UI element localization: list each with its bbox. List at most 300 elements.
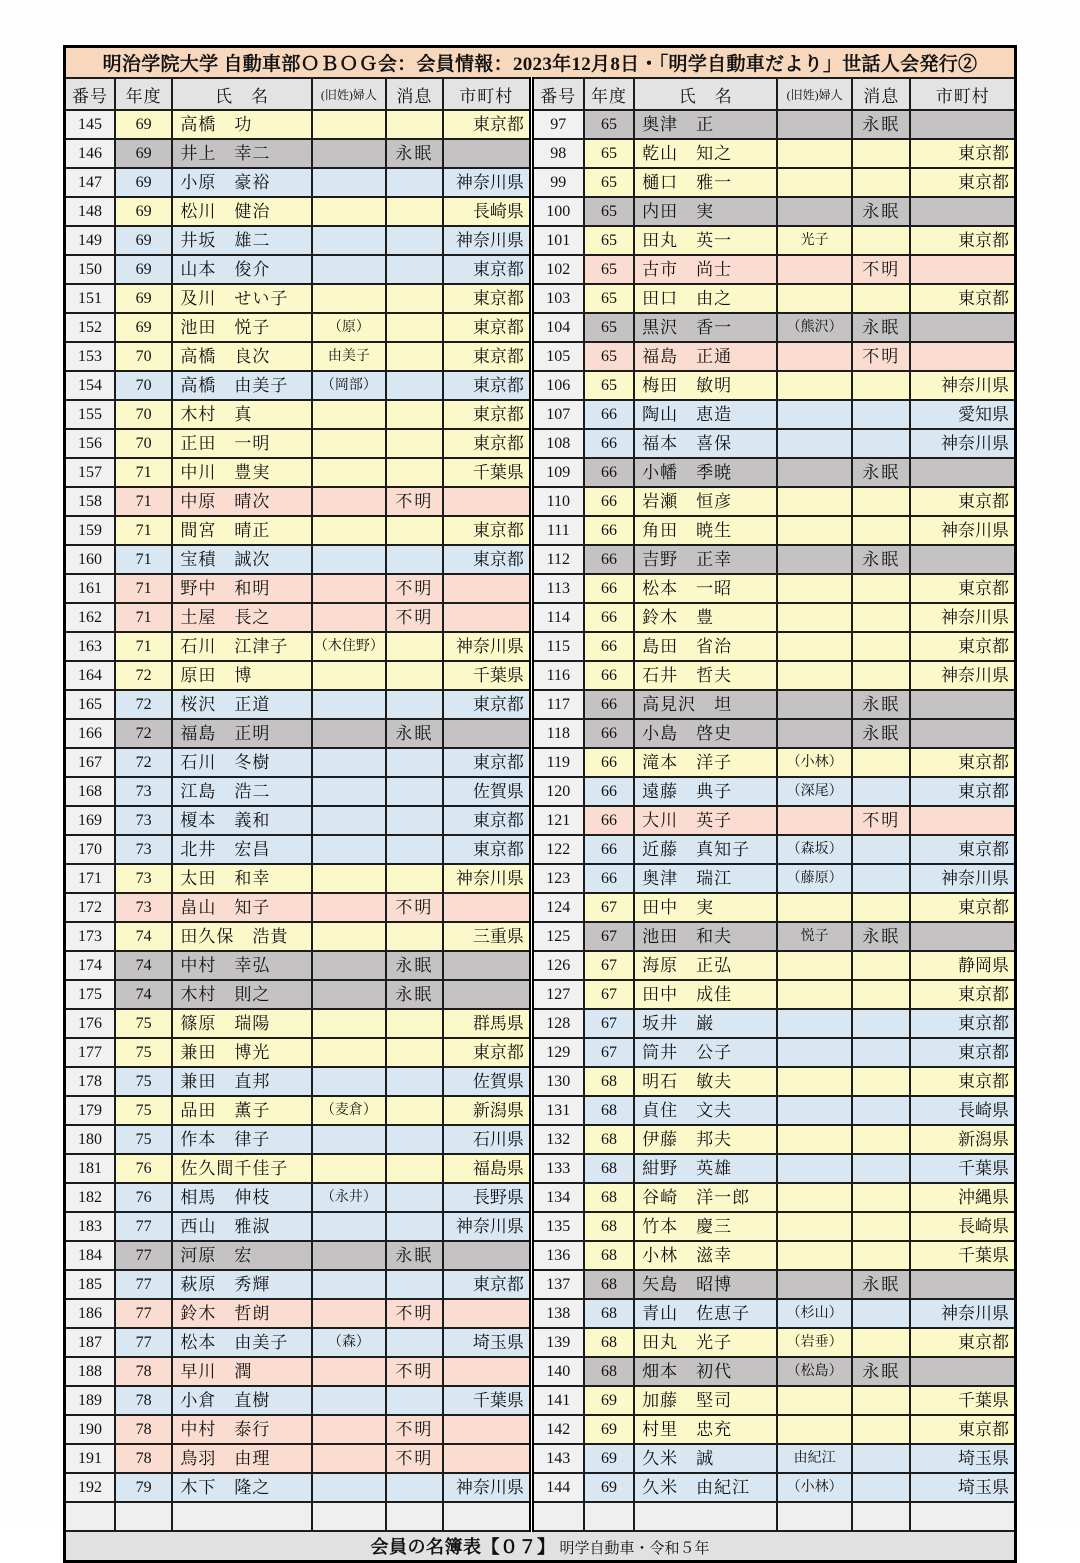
member-name-cell: 福島 正明 [172,719,311,748]
member-city-cell: 東京都 [443,835,532,864]
member-city-cell: 愛知県 [910,400,1015,429]
member-name-cell: 松本 由美子 [172,1328,311,1357]
member-no-cell: 131 [531,1096,583,1125]
member-status-cell: 不明 [386,1415,442,1444]
member-city-cell: 神奈川県 [910,661,1015,690]
member-city-cell: 東京都 [910,487,1015,516]
member-maiden-cell [312,487,387,516]
member-no-cell: 132 [531,1125,583,1154]
member-maiden-cell [312,951,387,980]
member-maiden-cell [312,458,387,487]
member-no-cell: 101 [531,226,583,255]
member-status-cell [852,371,910,400]
member-no-cell: 118 [531,719,583,748]
member-no-cell: 117 [531,690,583,719]
member-name-cell: 鈴木 豊 [634,603,777,632]
member-status-cell [852,893,910,922]
member-maiden-cell [777,603,852,632]
member-year-cell: 73 [115,835,172,864]
member-year-cell: 65 [584,110,634,139]
member-year-cell: 71 [115,458,172,487]
member-city-cell: 東京都 [443,110,532,139]
member-city-cell [443,487,532,516]
member-maiden-cell [777,516,852,545]
member-maiden-cell [777,400,852,429]
member-maiden-cell [312,1444,387,1473]
member-no-cell: 150 [65,255,115,284]
member-no-cell: 143 [531,1444,583,1473]
member-city-cell: 東京都 [443,748,532,777]
member-year-cell: 75 [115,1038,172,1067]
member-maiden-cell: （麦倉） [312,1096,387,1125]
member-maiden-cell [777,980,852,1009]
member-name-cell: 竹本 慶三 [634,1212,777,1241]
member-name-cell: 井坂 雄二 [172,226,311,255]
member-name-cell: 陶山 恵造 [634,400,777,429]
member-year-cell: 77 [115,1212,172,1241]
member-year-cell: 67 [584,1009,634,1038]
member-name-cell: 木村 真 [172,400,311,429]
member-year-cell: 69 [115,226,172,255]
member-maiden-cell [312,1038,387,1067]
column-header-maiden-left: (旧姓)婦人 [312,78,387,110]
member-maiden-cell [777,1212,852,1241]
member-maiden-cell [312,110,387,139]
member-name-cell: 高橋 功 [172,110,311,139]
member-city-cell [443,1357,532,1386]
member-status-cell [386,284,442,313]
member-city-cell: 東京都 [910,893,1015,922]
member-maiden-cell [312,1154,387,1183]
member-year-cell: 76 [115,1183,172,1212]
member-row [65,1125,1016,1154]
member-name-cell: 遠藤 典子 [634,777,777,806]
member-city-cell: 佐賀県 [443,1067,532,1096]
member-name-cell: 田丸 英一 [634,226,777,255]
member-maiden-cell [312,168,387,197]
member-city-cell: 東京都 [910,1009,1015,1038]
member-name-cell: 相馬 伸枝 [172,1183,311,1212]
member-status-cell [386,255,442,284]
member-maiden-cell [312,545,387,574]
member-status-cell [386,922,442,951]
member-name-cell: 久米 誠 [634,1444,777,1473]
member-year-cell: 66 [584,864,634,893]
member-city-cell: 佐賀県 [443,777,532,806]
member-no-cell: 136 [531,1241,583,1270]
member-status-cell [386,661,442,690]
member-no-cell: 110 [531,487,583,516]
member-no-cell: 155 [65,400,115,429]
empty-cell [852,1502,910,1531]
member-no-cell: 135 [531,1212,583,1241]
column-header-maiden-right: (旧姓)婦人 [777,78,852,110]
member-status-cell [386,1386,442,1415]
member-name-cell: 篠原 瑞陽 [172,1009,311,1038]
column-header-year-left: 年度 [115,78,172,110]
member-maiden-cell [312,574,387,603]
member-name-cell: 鈴木 哲朗 [172,1299,311,1328]
member-city-cell: 東京都 [910,748,1015,777]
member-maiden-cell [312,139,387,168]
member-status-cell: 不明 [852,806,910,835]
member-name-cell: 田久保 浩貴 [172,922,311,951]
member-city-cell: 埼玉県 [910,1473,1015,1502]
member-year-cell: 75 [115,1009,172,1038]
member-row [65,1357,1016,1386]
member-year-cell: 79 [115,1473,172,1502]
member-year-cell: 65 [584,139,634,168]
member-year-cell: 75 [115,1067,172,1096]
member-status-cell [386,1009,442,1038]
member-no-cell: 128 [531,1009,583,1038]
member-name-cell: 小倉 直樹 [172,1386,311,1415]
member-city-cell: 千葉県 [910,1386,1015,1415]
empty-row [65,1502,1016,1531]
member-year-cell: 66 [584,458,634,487]
member-name-cell: 滝本 洋子 [634,748,777,777]
member-status-cell: 永眠 [386,980,442,1009]
member-no-cell: 148 [65,197,115,226]
member-year-cell: 77 [115,1299,172,1328]
member-status-cell [386,313,442,342]
member-year-cell: 78 [115,1357,172,1386]
member-city-cell [443,1415,532,1444]
member-name-cell: 高橋 由美子 [172,371,311,400]
member-status-cell [386,748,442,777]
member-status-cell: 永眠 [852,922,910,951]
member-no-cell: 190 [65,1415,115,1444]
member-name-cell: 高見沢 坦 [634,690,777,719]
member-no-cell: 181 [65,1154,115,1183]
member-maiden-cell [777,1154,852,1183]
member-row [65,255,1016,284]
member-row [65,603,1016,632]
member-row [65,690,1016,719]
member-no-cell: 160 [65,545,115,574]
member-row [65,951,1016,980]
member-name-cell: 黒沢 香一 [634,313,777,342]
member-city-cell: 神奈川県 [910,864,1015,893]
member-city-cell: 埼玉県 [910,1444,1015,1473]
member-maiden-cell [777,371,852,400]
member-maiden-cell [777,893,852,922]
member-status-cell [852,284,910,313]
member-status-cell: 永眠 [852,545,910,574]
member-name-cell: 松本 一昭 [634,574,777,603]
member-maiden-cell: （熊沢） [777,313,852,342]
member-year-cell: 75 [115,1096,172,1125]
member-maiden-cell [777,1270,852,1299]
member-city-cell [910,806,1015,835]
member-maiden-cell [312,864,387,893]
member-status-cell: 永眠 [386,139,442,168]
member-year-cell: 68 [584,1154,634,1183]
member-year-cell: 72 [115,661,172,690]
member-maiden-cell: 由紀江 [777,1444,852,1473]
member-year-cell: 66 [584,487,634,516]
member-status-cell [852,864,910,893]
column-header-name-right: 氏 名 [634,78,777,110]
member-no-cell: 154 [65,371,115,400]
member-status-cell [852,1386,910,1415]
member-year-cell: 70 [115,400,172,429]
column-header-city-left: 市町村 [443,78,532,110]
member-name-cell: 野中 和明 [172,574,311,603]
member-maiden-cell [312,806,387,835]
member-no-cell: 173 [65,922,115,951]
member-city-cell [910,458,1015,487]
member-status-cell [386,1125,442,1154]
member-name-cell: 吉野 正幸 [634,545,777,574]
member-row [65,1299,1016,1328]
member-status-cell [852,835,910,864]
member-row [65,1328,1016,1357]
member-name-cell: 近藤 真知子 [634,835,777,864]
member-name-cell: 田中 実 [634,893,777,922]
member-year-cell: 78 [115,1415,172,1444]
member-no-cell: 180 [65,1125,115,1154]
member-status-cell [386,1154,442,1183]
member-status-cell [852,1183,910,1212]
member-no-cell: 100 [531,197,583,226]
member-name-cell: 原田 博 [172,661,311,690]
member-city-cell [443,893,532,922]
column-header-name-left: 氏 名 [172,78,311,110]
member-row [65,284,1016,313]
member-year-cell: 70 [115,342,172,371]
member-status-cell [386,777,442,806]
member-maiden-cell [312,777,387,806]
member-no-cell: 183 [65,1212,115,1241]
member-year-cell: 66 [584,806,634,835]
member-city-cell: 神奈川県 [910,603,1015,632]
member-city-cell: 沖縄県 [910,1183,1015,1212]
member-row [65,139,1016,168]
member-year-cell: 67 [584,1038,634,1067]
footer-label-main: 会員の名簿表【０７】 [370,1537,556,1557]
member-status-cell: 永眠 [386,951,442,980]
member-no-cell: 151 [65,284,115,313]
column-header-status-right: 消息 [852,78,910,110]
member-year-cell: 65 [584,313,634,342]
member-name-cell: 小島 啓史 [634,719,777,748]
member-city-cell: 千葉県 [443,1386,532,1415]
member-year-cell: 66 [584,400,634,429]
member-no-cell: 139 [531,1328,583,1357]
member-name-cell: 福本 喜保 [634,429,777,458]
member-name-cell: 石井 哲夫 [634,661,777,690]
member-status-cell [852,1473,910,1502]
member-city-cell [443,1241,532,1270]
member-status-cell: 永眠 [852,110,910,139]
member-year-cell: 67 [584,951,634,980]
member-year-cell: 69 [584,1386,634,1415]
member-year-cell: 66 [584,719,634,748]
member-status-cell [852,603,910,632]
member-name-cell: 田中 成佳 [634,980,777,1009]
member-status-cell [386,835,442,864]
member-maiden-cell [312,661,387,690]
member-year-cell: 67 [584,980,634,1009]
member-maiden-cell [777,1415,852,1444]
member-year-cell: 68 [584,1125,634,1154]
member-row [65,661,1016,690]
member-maiden-cell [777,574,852,603]
member-maiden-cell [777,110,852,139]
member-no-cell: 158 [65,487,115,516]
member-row [65,719,1016,748]
member-city-cell: 東京都 [910,1328,1015,1357]
member-status-cell [386,632,442,661]
member-name-cell: 村里 忠充 [634,1415,777,1444]
member-status-cell [852,1212,910,1241]
member-no-cell: 142 [531,1415,583,1444]
empty-cell [312,1502,387,1531]
member-name-cell: 作本 律子 [172,1125,311,1154]
member-no-cell: 106 [531,371,583,400]
member-city-cell: 東京都 [443,690,532,719]
member-maiden-cell: （小林） [777,748,852,777]
member-year-cell: 69 [115,313,172,342]
member-no-cell: 147 [65,168,115,197]
member-maiden-cell [777,951,852,980]
member-year-cell: 65 [584,371,634,400]
member-city-cell: 埼玉県 [443,1328,532,1357]
member-status-cell [386,1270,442,1299]
member-rows-body [65,110,1016,1531]
member-no-cell: 98 [531,139,583,168]
member-city-cell: 三重県 [443,922,532,951]
member-city-cell: 神奈川県 [443,168,532,197]
member-maiden-cell [777,255,852,284]
member-city-cell: 長崎県 [910,1212,1015,1241]
member-city-cell: 神奈川県 [443,1212,532,1241]
member-no-cell: 112 [531,545,583,574]
empty-cell [172,1502,311,1531]
member-city-cell: 東京都 [443,429,532,458]
member-row [65,748,1016,777]
member-name-cell: 宝積 誠次 [172,545,311,574]
footer-bar [65,1531,1016,1562]
member-row [65,371,1016,400]
member-status-cell [852,487,910,516]
member-name-cell: 青山 佐恵子 [634,1299,777,1328]
empty-cell [584,1502,634,1531]
member-city-cell: 東京都 [910,835,1015,864]
member-maiden-cell [312,1299,387,1328]
member-status-cell: 不明 [386,893,442,922]
member-maiden-cell [312,1270,387,1299]
member-maiden-cell [777,139,852,168]
member-city-cell [910,342,1015,371]
member-city-cell: 神奈川県 [910,516,1015,545]
member-row [65,1067,1016,1096]
member-no-cell: 176 [65,1009,115,1038]
member-status-cell [852,168,910,197]
member-no-cell: 169 [65,806,115,835]
member-maiden-cell [312,1357,387,1386]
member-status-cell: 永眠 [386,719,442,748]
member-status-cell [386,168,442,197]
member-row [65,197,1016,226]
member-no-cell: 133 [531,1154,583,1183]
member-city-cell: 千葉県 [910,1154,1015,1183]
member-city-cell: 東京都 [910,226,1015,255]
member-year-cell: 65 [584,197,634,226]
member-row [65,1154,1016,1183]
member-no-cell: 168 [65,777,115,806]
member-maiden-cell: （藤原） [777,864,852,893]
member-no-cell: 116 [531,661,583,690]
footer-row [65,1531,1016,1562]
member-maiden-cell [312,284,387,313]
member-no-cell: 171 [65,864,115,893]
member-maiden-cell [312,400,387,429]
member-name-cell: 紺野 英雄 [634,1154,777,1183]
member-year-cell: 66 [584,429,634,458]
member-status-cell [852,1328,910,1357]
member-year-cell: 68 [584,1299,634,1328]
member-year-cell: 69 [115,284,172,313]
member-no-cell: 166 [65,719,115,748]
member-maiden-cell [777,806,852,835]
member-maiden-cell [312,922,387,951]
member-city-cell: 石川県 [443,1125,532,1154]
member-status-cell [852,777,910,806]
member-status-cell [852,1067,910,1096]
member-year-cell: 67 [584,893,634,922]
member-maiden-cell: （永井） [312,1183,387,1212]
member-name-cell: 谷崎 洋一郎 [634,1183,777,1212]
member-maiden-cell [312,226,387,255]
empty-cell [777,1502,852,1531]
member-maiden-cell [777,197,852,226]
member-city-cell: 東京都 [443,313,532,342]
member-year-cell: 70 [115,371,172,400]
member-status-cell [386,1328,442,1357]
member-maiden-cell [312,516,387,545]
member-year-cell: 77 [115,1241,172,1270]
column-header-year-right: 年度 [584,78,634,110]
member-city-cell: 神奈川県 [910,1299,1015,1328]
member-no-cell: 191 [65,1444,115,1473]
member-city-cell [910,922,1015,951]
member-city-cell: 東京都 [910,1415,1015,1444]
member-maiden-cell [312,1386,387,1415]
member-year-cell: 66 [584,516,634,545]
member-no-cell: 105 [531,342,583,371]
member-maiden-cell: （木住野） [312,632,387,661]
member-name-cell: 榎本 義和 [172,806,311,835]
member-city-cell [910,545,1015,574]
member-year-cell: 68 [584,1067,634,1096]
member-row [65,1009,1016,1038]
member-name-cell: 兼田 博光 [172,1038,311,1067]
member-status-cell [852,1125,910,1154]
member-status-cell: 永眠 [852,1357,910,1386]
member-year-cell: 74 [115,980,172,1009]
member-name-cell: 西山 雅淑 [172,1212,311,1241]
member-year-cell: 66 [584,690,634,719]
member-status-cell [852,1299,910,1328]
member-row [65,632,1016,661]
member-year-cell: 66 [584,545,634,574]
member-city-cell: 長崎県 [443,197,532,226]
member-status-cell [386,1212,442,1241]
member-name-cell: 坂井 巌 [634,1009,777,1038]
member-year-cell: 77 [115,1328,172,1357]
